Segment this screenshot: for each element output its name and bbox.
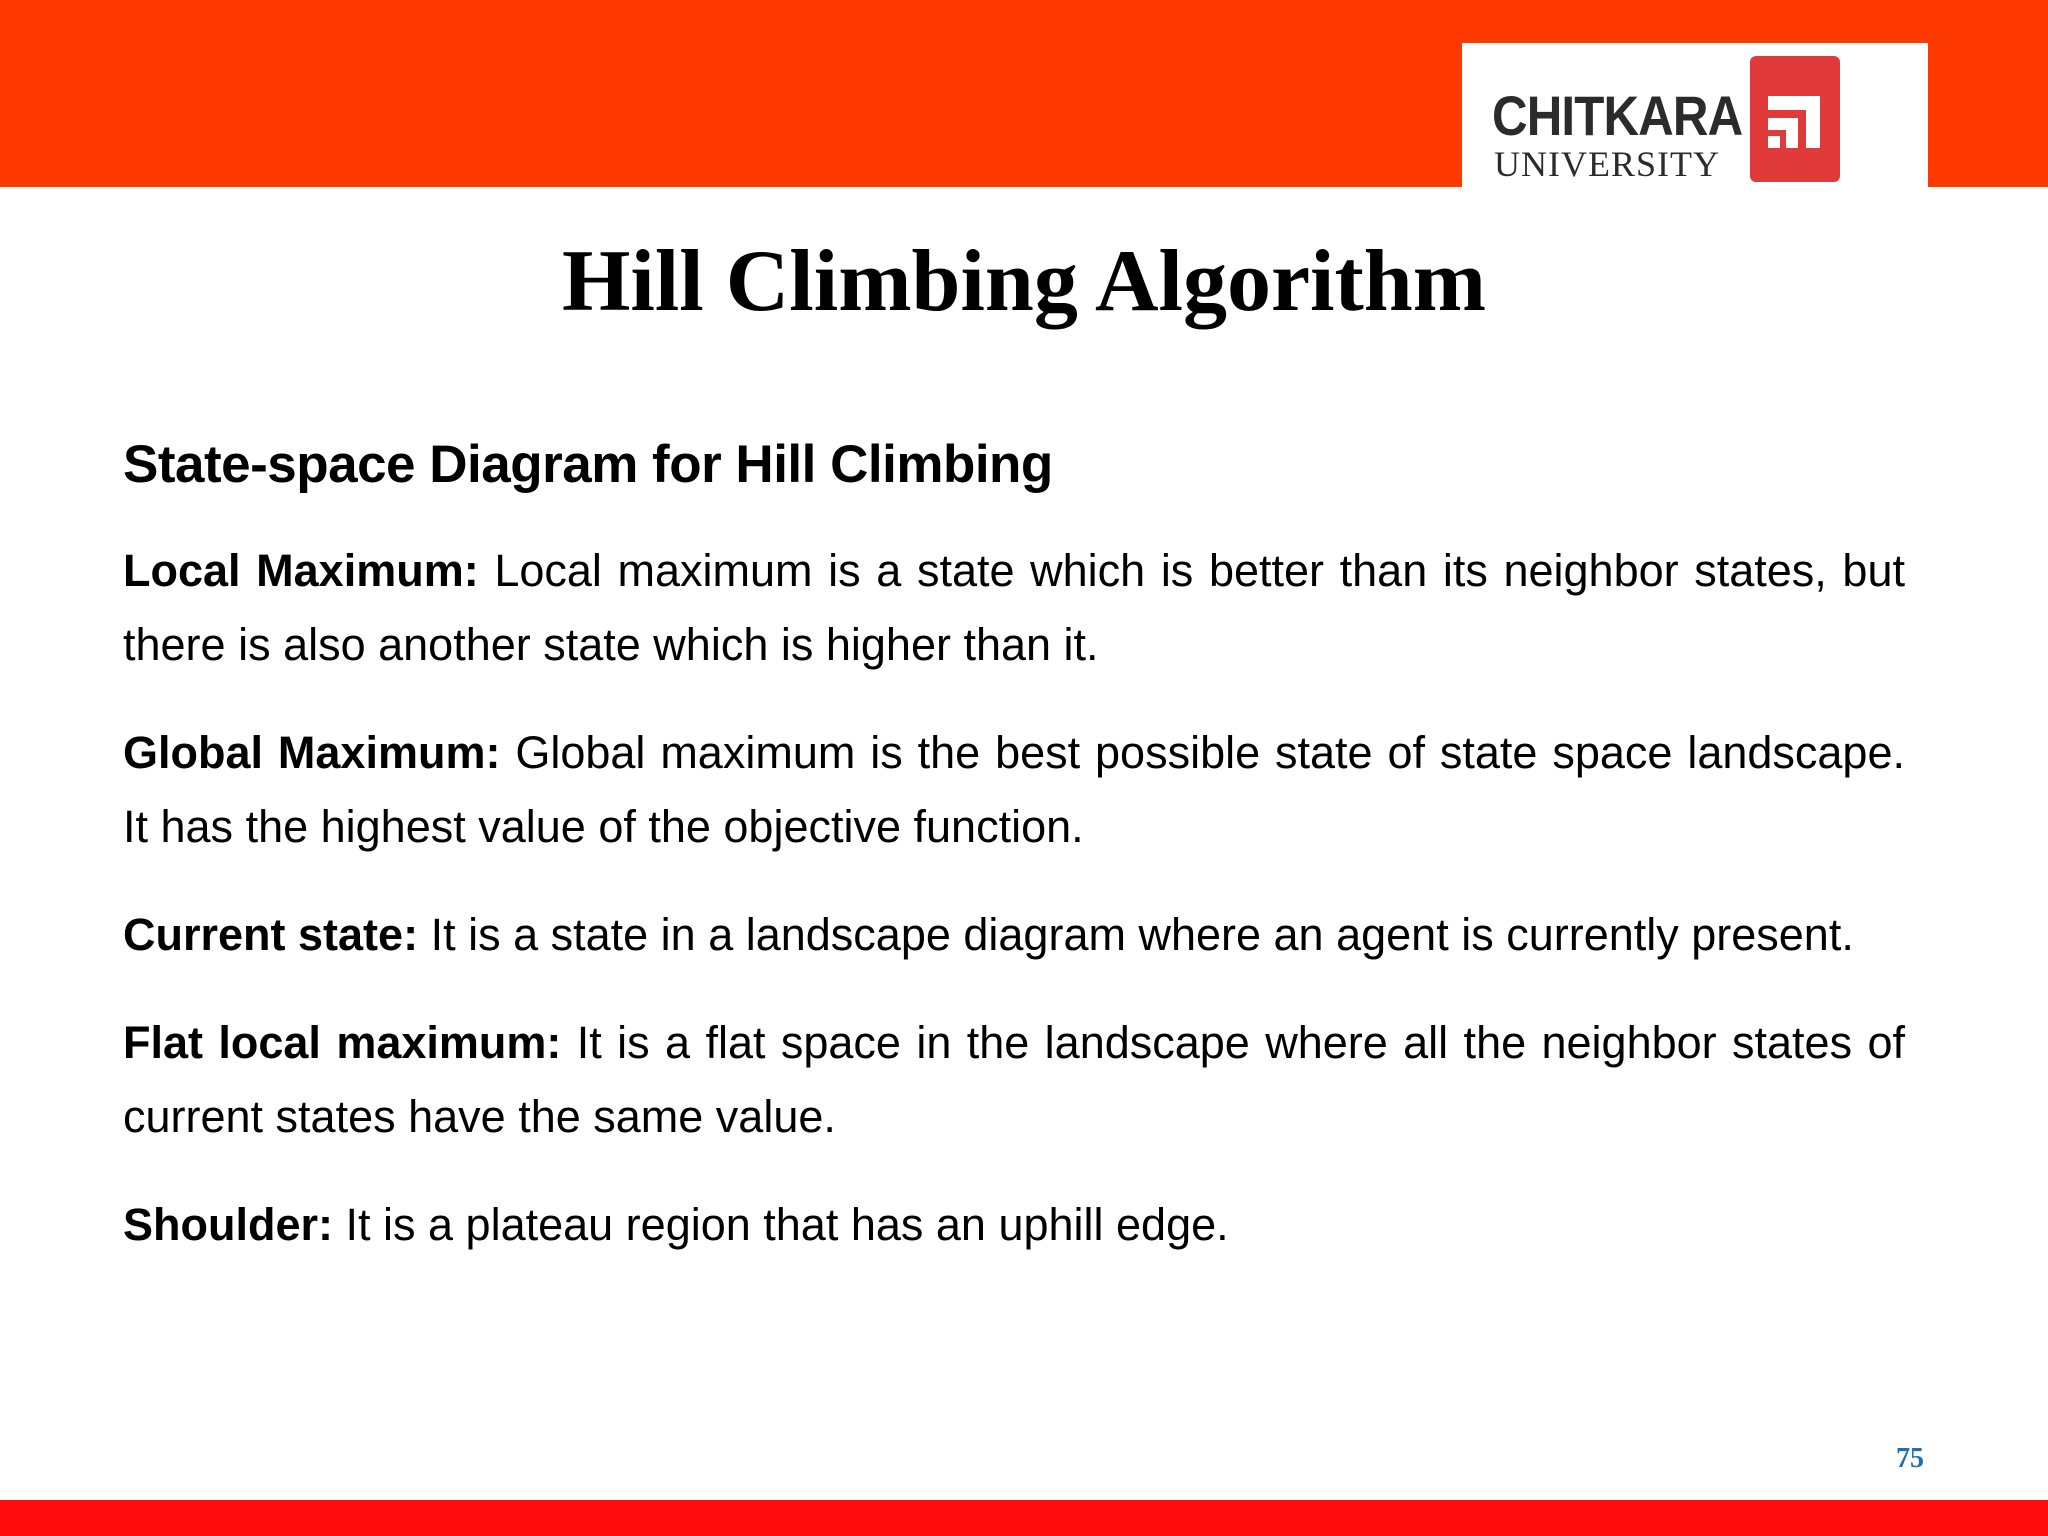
definition-text: Local maximum is a state which is better than its neighbor states, but there is also another state which is higher than it.	[123, 545, 1905, 670]
definition-flat-local-maximum	[123, 1006, 1905, 1154]
page-number: 75	[1896, 1443, 1924, 1474]
definition-term: Global Maximum:	[123, 727, 501, 778]
definition-term: Local Maximum:	[123, 545, 479, 596]
slide-title: Hill Climbing Algorithm	[561, 233, 1487, 330]
slide-content	[123, 430, 1905, 1296]
definition-local-maximum	[123, 534, 1905, 682]
definition-current-state	[123, 898, 1905, 972]
logo-subtitle: UNIVERSITY	[1494, 144, 1720, 184]
definition-global-maximum	[123, 716, 1905, 864]
definition-term: Shoulder:	[123, 1199, 333, 1250]
logo-emblem-icon	[1750, 56, 1840, 182]
definition-text: Global maximum is the best possible state of state space landscape. It has the highest value of the objective function.	[123, 727, 1905, 852]
definition-term: Flat local maximum:	[123, 1017, 562, 1068]
logo-wordmark: CHITKARA	[1492, 84, 1743, 147]
section-subheading: State-space Diagram for Hill Climbing	[123, 435, 1053, 494]
definition-text: It is a state in a landscape diagram where an agent is currently present.	[418, 909, 1854, 960]
footer-band	[0, 1500, 2048, 1536]
definition-text: It is a plateau region that has an uphill edge.	[333, 1199, 1229, 1250]
definition-term: Current state:	[123, 909, 419, 960]
definition-shoulder	[123, 1188, 1905, 1262]
university-logo	[1462, 43, 1928, 187]
definition-text: It is a flat space in the landscape where all the neighbor states of current states have the same value.	[123, 1017, 1905, 1142]
